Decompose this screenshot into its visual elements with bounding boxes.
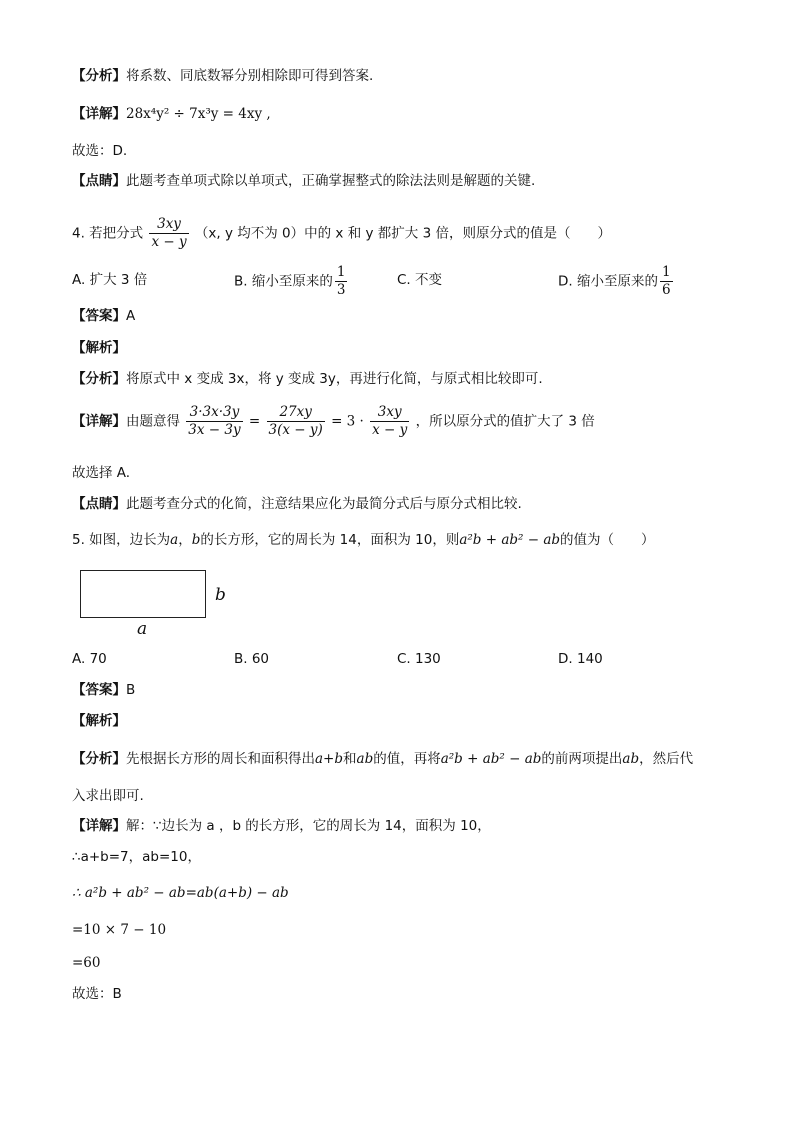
- q5-analysis-b: 和: [343, 751, 357, 767]
- q4-detail-end: ，所以原分式的值扩大了 3 倍: [415, 413, 595, 430]
- q5-ab: ab: [356, 751, 374, 767]
- q4-fraction: [149, 216, 188, 251]
- q4-detail-line: [72, 404, 595, 439]
- question-4-stem: [72, 216, 611, 251]
- rectangle-figure: [80, 570, 206, 618]
- q5-answer-line: [72, 680, 135, 700]
- q4-f2-num: 27xy: [267, 404, 325, 422]
- q4-f1-den: 3x − 3y: [188, 422, 241, 438]
- q4-detail-start: 由题意得: [126, 413, 180, 430]
- q4-option-c: C. 不变: [397, 272, 443, 288]
- q4-detail-tag: 【详解】: [72, 413, 126, 430]
- comment-text: 此题考查单项式除以单项式，正确掌握整式的除法法则是解题的关键.: [126, 173, 536, 189]
- q4-option-b-fraction: [335, 264, 348, 299]
- q5-stem-a: 5. 如图，边长为: [72, 532, 171, 548]
- q5-analysis-a: 先根据长方形的周长和面积得出: [126, 751, 315, 767]
- analysis-line-3: [72, 66, 373, 86]
- q4-jiexi-tag: [72, 338, 126, 358]
- q4-analysis-text: 将原式中 x 变成 3x，将 y 变成 3y，再进行化简，与原式相比较即可.: [126, 371, 543, 387]
- q5-option-d: D. 140: [558, 651, 603, 667]
- q4-eq-2: = 3 ·: [331, 413, 364, 430]
- q4-answer-line: [72, 306, 135, 326]
- q5-analysis-expression: a²b + ab² − ab: [440, 751, 542, 767]
- detail-expression: 28x⁴y² ÷ 7x³y = 4xy ,: [126, 106, 271, 122]
- q4-option-b-num: 1: [336, 264, 346, 280]
- q5-step-4: =60: [72, 955, 101, 971]
- q5-analysis-line-1: [72, 749, 693, 769]
- q4-fraction-numerator: 3xy: [149, 216, 188, 234]
- q4-stem-end: （x, y 均不为 0）中的 x 和 y 都扩大 3 倍，则原分式的值是（ ）: [194, 225, 611, 242]
- q4-detail-fraction-1: [186, 404, 242, 439]
- figure-label-b: b: [215, 585, 226, 605]
- q5-stem-b: ，: [178, 532, 192, 548]
- detail-line-3: [72, 104, 271, 124]
- comment-tag: 【点睛】: [72, 173, 126, 189]
- q4-detail-fraction-2: [267, 404, 325, 439]
- detail-tag: 【详解】: [72, 106, 126, 122]
- q5-detail-tag: 【详解】: [72, 818, 126, 834]
- q5-option-a: A. 70: [72, 651, 107, 667]
- q5-answer: B: [126, 682, 136, 698]
- q4-comment-line: [72, 494, 522, 514]
- q5-detail-text: 解：∵边长为 a ，b 的长方形，它的周长为 14，面积为 10，: [126, 818, 491, 834]
- q4-fraction-denominator: x − y: [151, 234, 187, 250]
- q4-f2-den: 3(x − y): [268, 422, 323, 438]
- q5-expression: a²b + ab² − ab: [459, 532, 561, 548]
- q5-step-3: =10 × 7 − 10: [72, 922, 167, 938]
- q5-analysis-d: 的前两项提出: [541, 751, 623, 767]
- q5-apb: a+b: [315, 751, 344, 767]
- q4-option-d-den: 6: [661, 282, 671, 298]
- q4-eq-1: =: [248, 413, 261, 430]
- q4-option-d-text: D. 缩小至原来的: [558, 273, 658, 290]
- q4-analysis-line: [72, 369, 543, 389]
- q5-option-c: C. 130: [397, 651, 441, 667]
- q5-analysis-c: 的值，再将: [373, 751, 441, 767]
- q4-f3-den: x − y: [372, 422, 408, 438]
- figure-label-a: a: [137, 619, 148, 639]
- q4-stem-start: 4. 若把分式: [72, 225, 144, 242]
- q5-var-a: a: [170, 532, 179, 548]
- q4-answer-tag: 【答案】: [72, 308, 126, 324]
- q5-detail-line: [72, 816, 491, 836]
- q5-choice: 故选：B: [72, 986, 122, 1002]
- q5-option-b: B. 60: [234, 651, 270, 667]
- q4-comment-tag: 【点睛】: [72, 496, 126, 512]
- q4-analysis-tag: 【分析】: [72, 371, 126, 387]
- q5-analysis-e: ，然后代: [639, 751, 694, 767]
- question-5-stem: [72, 530, 655, 550]
- q4-comment-text: 此题考查分式的化简，注意结果应化为最简分式后与原分式相比较.: [126, 496, 522, 512]
- q4-option-a: A. 扩大 3 倍: [72, 272, 148, 288]
- comment-line-3: [72, 171, 535, 191]
- q5-step-1: ∴a+b=7，ab=10，: [72, 849, 201, 865]
- q5-var-b: b: [191, 532, 201, 548]
- q5-stem-c: 的长方形，它的周长为 14，面积为 10，则: [200, 532, 460, 548]
- choice-line-3: 故选：D.: [72, 143, 128, 159]
- q4-option-d: [558, 264, 675, 299]
- q5-analysis-tag: 【分析】: [72, 751, 126, 767]
- q4-option-d-num: 1: [661, 264, 671, 280]
- analysis-tag: 【分析】: [72, 68, 126, 84]
- q4-option-d-fraction: [660, 264, 673, 299]
- q4-choice: 故选择 A.: [72, 465, 131, 481]
- q4-f1-num: 3·3x·3y: [186, 404, 242, 422]
- q4-f3-num: 3xy: [370, 404, 409, 422]
- q4-option-b: [234, 264, 349, 299]
- q5-jiexi-label: 【解析】: [72, 713, 126, 729]
- analysis-text: 将系数、同底数幂分别相除即可得到答案.: [126, 68, 374, 84]
- q4-answer: A: [126, 308, 136, 324]
- q5-jiexi-tag: [72, 711, 126, 731]
- q4-option-b-text: B. 缩小至原来的: [234, 273, 333, 290]
- q4-jiexi-label: 【解析】: [72, 340, 126, 356]
- q5-analysis-line-2: 入求出即可.: [72, 788, 144, 804]
- q5-stem-d: 的值为（ ）: [560, 532, 655, 548]
- q4-option-b-den: 3: [336, 282, 346, 298]
- q4-detail-fraction-3: [370, 404, 409, 439]
- q5-answer-tag: 【答案】: [72, 682, 126, 698]
- q5-step-2: ∴ a²b + ab² − ab=ab(a+b) − ab: [72, 885, 289, 901]
- q5-ab-2: ab: [622, 751, 640, 767]
